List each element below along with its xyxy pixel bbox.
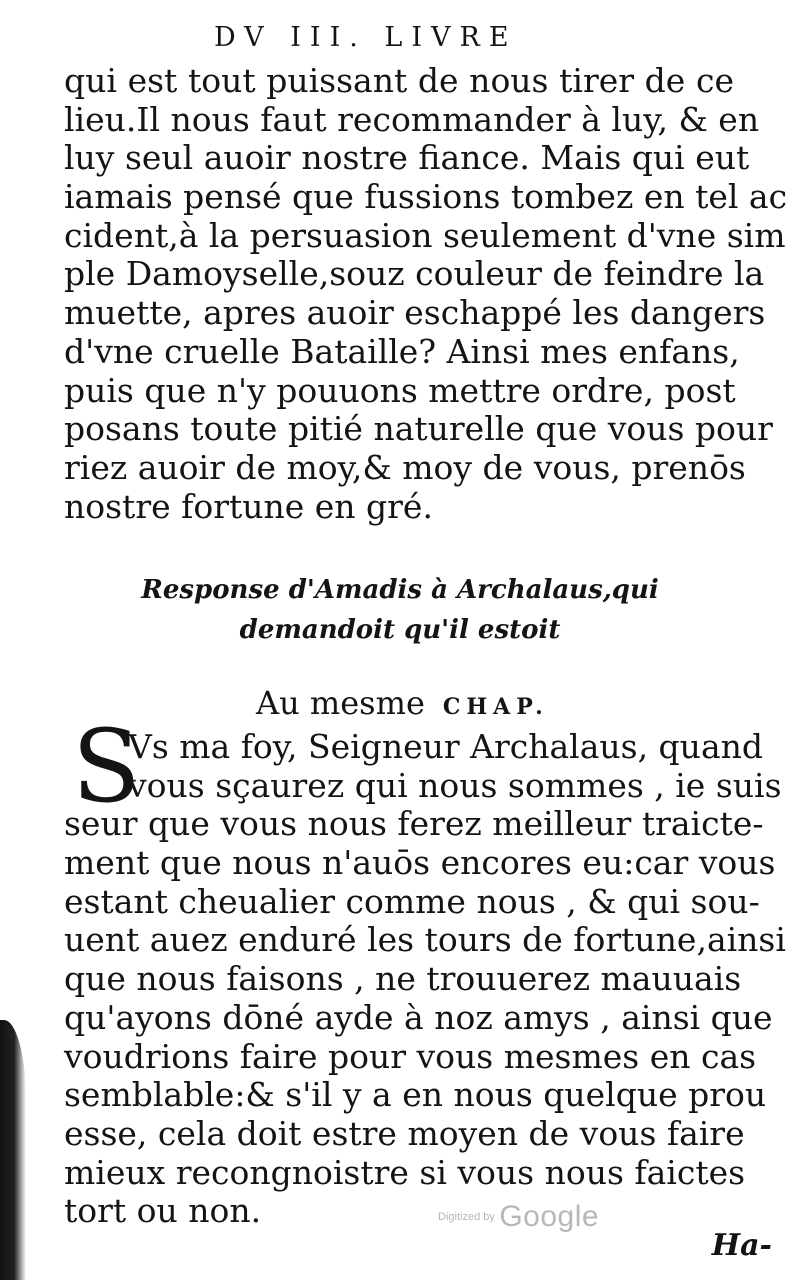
section-heading [120, 570, 680, 650]
text-line: riez auoir de moy,& moy de vous, prenōs [64, 447, 746, 487]
digitized-watermark [438, 1200, 599, 1234]
text-line: voudrions faire pour vous mesmes en cas [64, 1036, 757, 1076]
text-line: ple Damoyselle,souz couleur de feindre la [64, 254, 765, 294]
paragraph-1 [64, 61, 788, 526]
paragraph-2 [64, 727, 786, 1231]
page-edge-shadow [0, 1020, 26, 1280]
chapter-label: CHAP. [442, 694, 549, 720]
text-line: vous sçaurez qui nous sommes , ie suis [128, 765, 782, 805]
text-line: luy seul auoir nostre fiance. Mais qui eut [64, 138, 750, 178]
text-line: lieu.Il nous faut recommander à luy, & en [64, 99, 760, 139]
chapter-subhead [256, 684, 596, 722]
heading-line: Response d'Amadis à Archalaus,qui [141, 575, 659, 605]
text-line: d'vne cruelle Bataille? Ainsi mes enfans, [64, 331, 740, 371]
text-line: muette, apres auoir eschappé les dangers [64, 293, 766, 333]
text-line: estant cheualier comme nous , & qui sou- [64, 881, 760, 921]
text-line: semblable:& s'il y a en nous quelque prou [64, 1075, 767, 1115]
drop-capital: S [72, 708, 141, 825]
text-line: puis que n'y pouuons mettre ordre, post [64, 370, 736, 410]
text-line: uent auez enduré les tours de fortune,ainsi [64, 920, 786, 960]
text-line: esse, cela doit estre moyen de vous faire [64, 1113, 745, 1153]
catchword: Ha- [711, 1228, 772, 1263]
watermark-prefix: Digitized by [438, 1211, 495, 1223]
heading-line: demandoit qu'il estoit [239, 615, 561, 645]
running-head: DV III. LIVRE [214, 22, 518, 53]
text-line: qu'ayons dōné ayde à noz amys , ainsi que [64, 997, 773, 1037]
text-line: iamais pensé que fussions tombez en tel ac [64, 177, 788, 217]
text-line: nostre fortune en gré. [64, 486, 433, 526]
text-line: mieux recongnoistre si vous nous faictes [64, 1152, 746, 1192]
text-line: cident,à la persuasion seulement d'vne sim [64, 215, 786, 255]
text-line: posans toute pitié naturelle que vous pour [64, 409, 773, 449]
text-line: seur que vous nous ferez meilleur traicte- [64, 804, 764, 844]
watermark-brand: Google [499, 1200, 600, 1233]
text-line: qui est tout puissant de nous tirer de ce [64, 61, 734, 100]
text-line: que nous faisons , ne trouuerez mauuais [64, 959, 742, 999]
text-line: tort ou non. [64, 1191, 262, 1231]
text-line: Vs ma foy, Seigneur Archalaus, quand [128, 727, 763, 766]
text-line: ment que nous n'auōs encores eu:car vous [64, 843, 776, 883]
subhead-text: Au mesme [256, 684, 425, 722]
